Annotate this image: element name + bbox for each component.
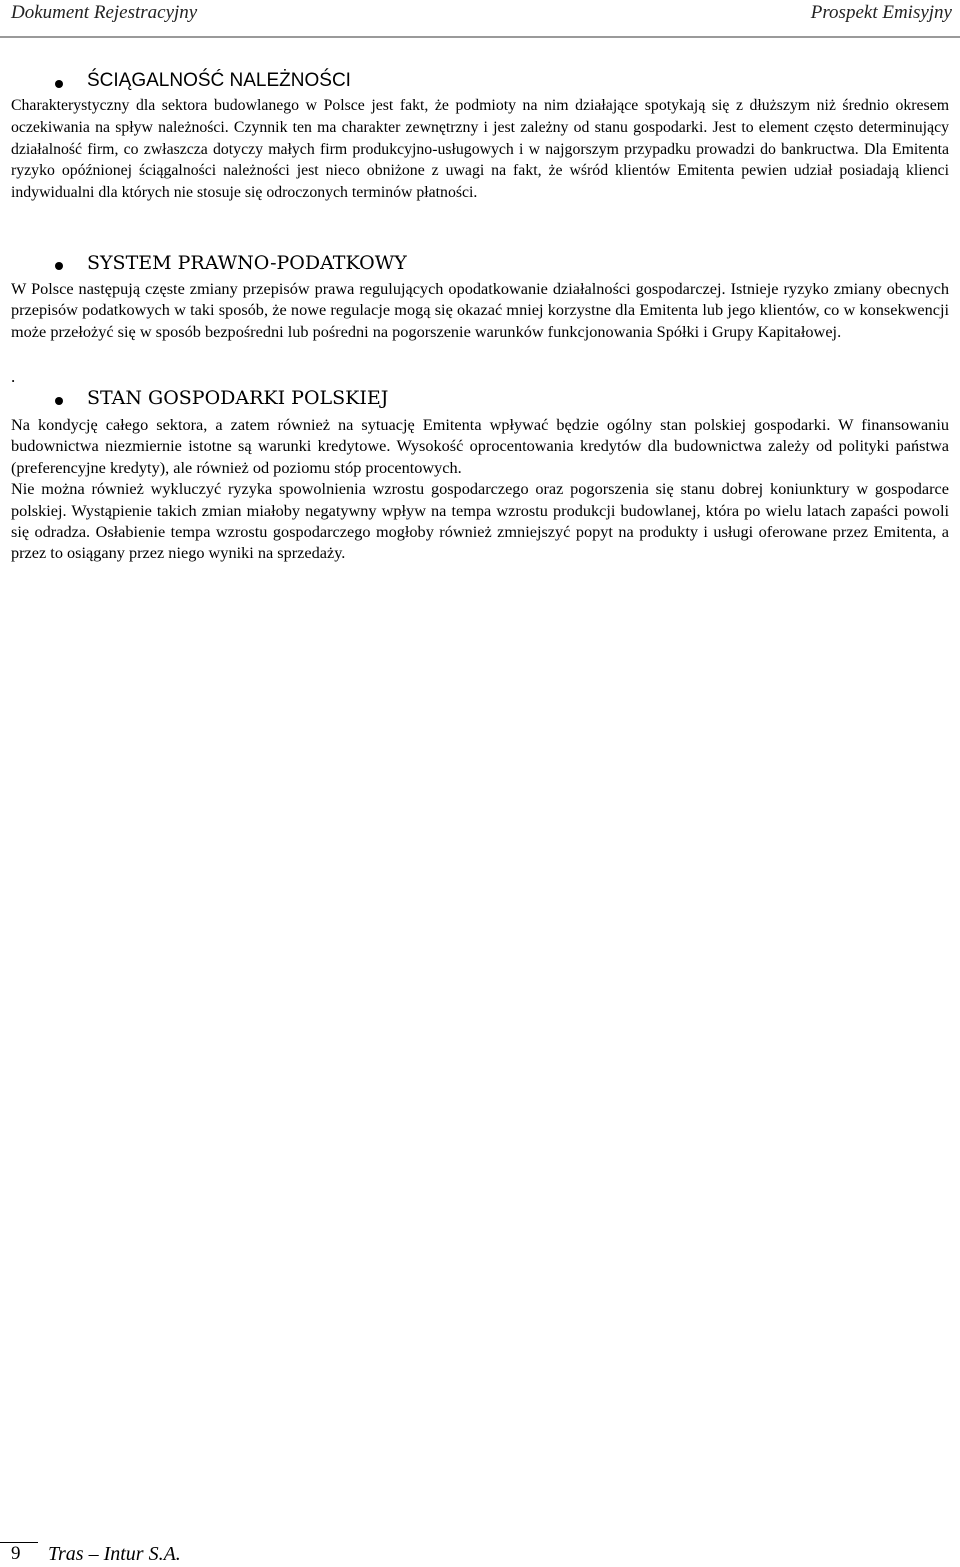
bullet-icon bbox=[55, 262, 63, 270]
footer-company-name: Tras – Intur S.A. bbox=[48, 1543, 181, 1565]
bullet-icon bbox=[55, 397, 63, 405]
header-prospectus-title: Prospekt Emisyjny bbox=[810, 2, 952, 23]
header-document-title: Dokument Rejestracyjny bbox=[11, 2, 198, 23]
section-legal-tax bbox=[11, 252, 949, 342]
paragraph: Nie można również wykluczyć ryzyka spowolnienia wzrostu gospodarczego oraz pogorszenia się stanu dobrej koniunktury w gospodarce polskiej. Wystąpienie takich zmian miałoby negatywny wpływ na tempa wzrostu produkcji budowlanej, która po wielu latach zapaści powoli się odradza. Osłabienie tempa wzrostu gospodarczego mogłoby również zmniejszyć popyt na produkty i usługi oferowane przez Emitenta, a przez to osiągany przez niego wyniki na sprzedaży. bbox=[11, 479, 949, 563]
paragraph: W Polsce następują częste zmiany przepisów prawa regulujących opodatkowanie działalności gospodarczej. Istnieje ryzyko zmiany obecnych przepisów podatkowych w taki sposób, że nowe regulacje mogą się okazać mniej korzystne dla Emitenta lub jego klientów, co w konsekwencji może przełożyć się w sposób bezpośredni lub pośredni na pogorszenie warunków funkcjonowania Spółki i Grupy Kapitałowej. bbox=[11, 279, 949, 341]
section-economy bbox=[11, 387, 949, 564]
bullet-icon bbox=[55, 80, 63, 88]
section-receivables bbox=[11, 70, 949, 204]
page-number: 9 bbox=[11, 1543, 21, 1564]
heading-text: SYSTEM PRAWNO-PODATKOWY bbox=[87, 252, 407, 274]
paragraph: Charakterystyczny dla sektora budowlanego w Polsce jest fakt, że podmioty na nim działające spotykają się z dłuższym niż średnio okresem oczekiwania na spływ należności. Czynnik ten ma charakter zewnętrzny i jest zależny od stanu gospodarki. Jest to element często determinujący działalność firm, co zwłaszcza dotyczy małych firm produkcyjno-usługowych i w najgorszym przypadku prowadzi do bankructwa. Dla Emitenta ryzyko opóźnionej ściągalności należności jest nieco obniżone z uwagi na fakt, że wśród klientów Emitenta pewien udział posiadają klienci indywidualni dla których nie stosuje się odroczonych terminów płatności. bbox=[11, 97, 949, 202]
heading-text: ŚCIĄGALNOŚĆ NALEŻNOŚCI bbox=[87, 70, 351, 91]
paragraph: Na kondycję całego sektora, a zatem również na sytuację Emitenta wpływać będzie ogólny stan polskiej gospodarki. W finansowaniu budownictwa niezmiernie istotne są warunki kredytowe. Wysokość oprocentowania kredytów dla budownictwa zależy od polityki państwa (preferencyjne kredyty), ale również od poziomu stóp procentowych. bbox=[11, 415, 949, 477]
section-heading-receivables bbox=[11, 70, 949, 95]
heading-text: STAN GOSPODARKI POLSKIEJ bbox=[87, 387, 389, 409]
page-footer bbox=[0, 1530, 960, 1567]
header-divider bbox=[0, 36, 960, 38]
separator-dot: . bbox=[11, 367, 16, 386]
section-heading-economy bbox=[11, 387, 949, 412]
page-header bbox=[0, 0, 960, 38]
section-heading-legal-tax bbox=[11, 252, 949, 277]
